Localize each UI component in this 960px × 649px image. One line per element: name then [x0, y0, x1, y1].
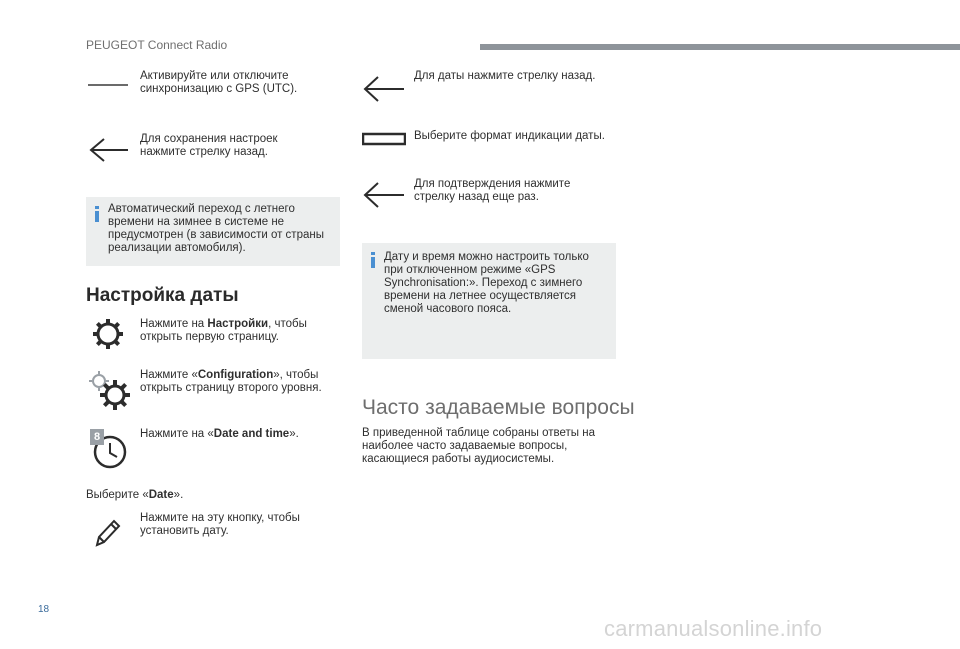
- page-number: 18: [38, 604, 50, 615]
- info-icon-2: [370, 252, 376, 268]
- datetime-badge: 8: [90, 429, 104, 445]
- note-sync: [362, 243, 616, 359]
- select-date-text: Выберите «Date».: [86, 489, 184, 501]
- step-format-text: Выберите формат индикации даты.: [414, 130, 605, 142]
- header-title: PEUGEOT Connect Radio: [86, 38, 228, 52]
- back-arrow-icon: [88, 136, 130, 164]
- faq-text: В приведенной таблице собраны ответы на наиболее часто задаваемые вопросы, касающиеся работы аудиосистемы.: [362, 427, 595, 465]
- back-arrow-icon-3: [362, 180, 406, 210]
- header-bar: [480, 44, 960, 50]
- format-field-icon: [362, 132, 406, 146]
- section-title-date: Настройка даты: [86, 285, 239, 306]
- info-icon: [94, 206, 100, 222]
- step-settings-text: Нажмите на Настройки, чтобы открыть первую страницу.: [140, 318, 307, 343]
- step-back2-text: Для подтверждения нажмите стрелку назад еще раз.: [414, 178, 571, 203]
- faq-title: Часто задаваемые вопросы: [362, 396, 635, 419]
- step-sync-text: Активируйте или отключите синхронизацию с GPS (UTC).: [140, 70, 298, 95]
- note-sync-text: Дату и время можно настроить только при отключенном режиме «GPS Synchronisation:». Переход с зимнего времени на летнее осуществляется сменой часового пояса.: [384, 251, 589, 315]
- gear-icon: [92, 318, 124, 350]
- note-dst-text: Автоматический переход с летнего времени на зимнее в системе не предусмотрен (в зависимости от страны реализации автомобиля).: [108, 203, 324, 254]
- step-edit-text: Нажмите на эту кнопку, чтобы установить дату.: [140, 512, 300, 537]
- step-configuration-text: Нажмите «Configuration», чтобы открыть страницу второго уровня.: [140, 369, 322, 394]
- toggle-icon: [88, 82, 128, 88]
- step-save-back-text: Для сохранения настроек нажмите стрелку назад.: [140, 133, 278, 158]
- pencil-icon: [92, 516, 122, 548]
- watermark: carmanualsonline.info: [604, 616, 823, 641]
- step-datetime-text: Нажмите на «Date and time».: [140, 428, 299, 440]
- step-back1-text: Для даты нажмите стрелку назад.: [414, 70, 596, 82]
- note-dst: [86, 197, 340, 266]
- configuration-gears-icon: [88, 370, 130, 410]
- back-arrow-icon-2: [362, 74, 406, 104]
